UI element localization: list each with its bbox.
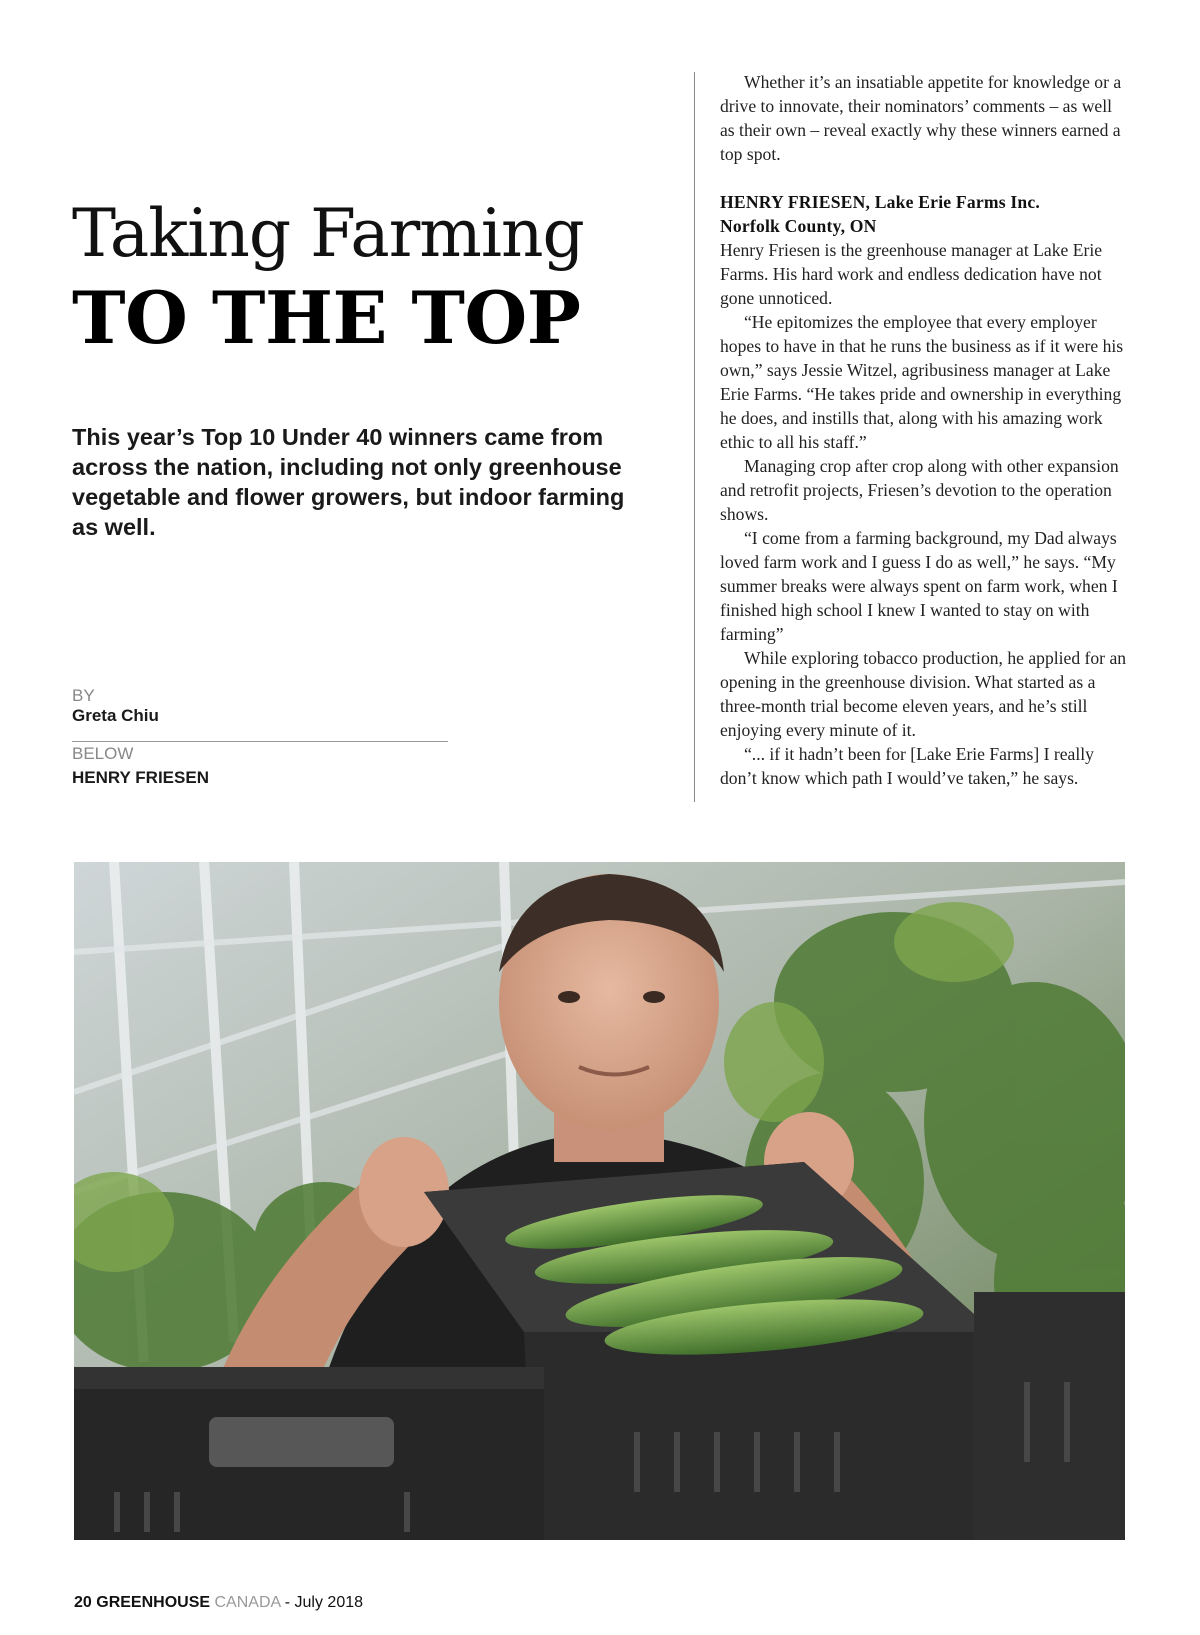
magazine-name-light: CANADA: [214, 1594, 281, 1611]
article-paragraph: Henry Friesen is the greenhouse manager at Lake Erie Farms. His hard work and endless dedication have not gone unnoticed.: [720, 240, 1103, 308]
profile-subhead-name: HENRY FRIESEN, Lake Erie Farms Inc.: [720, 192, 1040, 212]
paragraph-gap: [720, 166, 1128, 190]
article-paragraph: Managing crop after crop along with other expansion and retrofit projects, Friesen’s devotion to the operation shows.: [720, 456, 1119, 524]
deck-text: This year’s Top 10 Under 40 winners came from across the nation, including not only greenhouse vegetable and flower growers, but indoor farming as well.: [72, 424, 625, 540]
profile-subhead-location: Norfolk County, ON: [720, 216, 877, 236]
article-paragraph: “I come from a farming background, my Dad always loved farm work and I guess I do as well,” he says. “My summer breaks were always spent on farm work, when I finished high school I knew I wanted to stay on with farming”: [720, 528, 1118, 644]
feature-photo: [74, 862, 1125, 1540]
article-paragraph: “... if it hadn’t been for [Lake Erie Farms] I really don’t know which path I would’ve taken,” he says.: [720, 744, 1094, 788]
headline-line-2: TO THE TOP: [72, 275, 581, 360]
article-intro: Whether it’s an insatiable appetite for knowledge or a drive to innovate, their nominators’ comments – as well as their own – reveal exactly why these winners earned a top spot.: [720, 72, 1122, 164]
photo-subject-name: HENRY FRIESEN: [72, 768, 209, 787]
credit-divider: [72, 741, 448, 742]
page-number: 20: [74, 1594, 92, 1611]
photo-credit-label: BELOW: [72, 744, 134, 763]
byline-label: BY: [72, 686, 95, 705]
issue-date: - July 2018: [284, 1594, 364, 1611]
byline-author: Greta Chiu: [72, 706, 159, 725]
column-divider: [694, 72, 695, 802]
article-paragraph: While exploring tobacco production, he applied for an opening in the greenhouse division. What started as a three-month trial become eleven years, and he’s still enjoying every minute of it.: [720, 648, 1127, 740]
magazine-name-bold: GREENHOUSE: [96, 1594, 211, 1611]
photo-illustration: [74, 862, 1125, 1540]
headline-line-1: Taking Farming: [72, 195, 584, 272]
page-footer: [74, 1594, 363, 1612]
article-paragraph: “He epitomizes the employee that every employer hopes to have in that he runs the business as if it were his own,” says Jessie Witzel, agribusiness manager at Lake Erie Farms. “He takes pride and ownership in everything he does, and instills that, along with his amazing work ethic to all his staff.”: [720, 312, 1124, 452]
article-body: [720, 70, 1128, 790]
